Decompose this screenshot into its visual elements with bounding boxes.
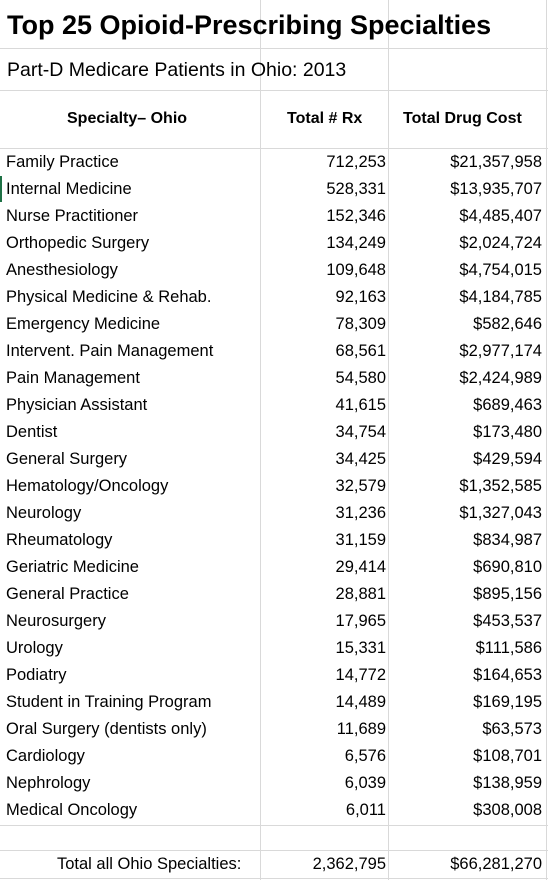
specialty-cell: Family Practice bbox=[6, 153, 119, 171]
specialty-cell: Hematology/Oncology bbox=[6, 477, 169, 495]
total-cost-cell: $453,537 bbox=[473, 612, 542, 630]
total-rx-cell: 712,253 bbox=[326, 153, 386, 171]
total-cost-cell: $689,463 bbox=[473, 396, 542, 414]
table-row bbox=[0, 635, 548, 662]
table-row bbox=[0, 446, 548, 473]
total-cost: $66,281,270 bbox=[450, 855, 542, 873]
specialty-cell: Physical Medicine & Rehab. bbox=[6, 288, 212, 306]
total-cost-cell: $895,156 bbox=[473, 585, 542, 603]
table-row bbox=[0, 743, 548, 770]
specialty-cell: Cardiology bbox=[6, 747, 85, 765]
total-cost-cell: $834,987 bbox=[473, 531, 542, 549]
total-cost-cell: $1,352,585 bbox=[459, 477, 542, 495]
total-cost-cell: $169,195 bbox=[473, 693, 542, 711]
specialty-cell: Neurology bbox=[6, 504, 82, 522]
total-rx-cell: 31,236 bbox=[335, 504, 386, 522]
total-cost-cell: $2,977,174 bbox=[459, 342, 542, 360]
total-rx-cell: 11,689 bbox=[336, 720, 386, 738]
specialty-cell: Internal Medicine bbox=[6, 180, 132, 198]
total-rx-cell: 14,489 bbox=[335, 693, 386, 711]
total-cost-cell: $690,810 bbox=[473, 558, 542, 576]
header-total-cost: Total Drug Cost bbox=[403, 110, 522, 127]
header-specialty: Specialty– Ohio bbox=[67, 110, 188, 127]
total-rx-cell: 92,163 bbox=[335, 288, 386, 306]
data-rows bbox=[0, 149, 548, 824]
total-rx-cell: 152,346 bbox=[326, 207, 386, 225]
total-rx-cell: 15,331 bbox=[335, 639, 386, 657]
total-cost-cell: $308,008 bbox=[473, 801, 542, 819]
total-cost-cell: $2,024,724 bbox=[459, 234, 542, 252]
specialty-cell: Neurosurgery bbox=[6, 612, 106, 630]
table-row bbox=[0, 716, 548, 743]
table-row bbox=[0, 473, 548, 500]
total-rx-cell: 32,579 bbox=[335, 477, 386, 495]
total-cost-cell: $4,754,015 bbox=[459, 261, 542, 279]
total-cost-cell: $4,485,407 bbox=[459, 207, 542, 225]
row-divider bbox=[0, 48, 548, 49]
total-cost-cell: $4,184,785 bbox=[459, 288, 542, 306]
table-row bbox=[0, 419, 548, 446]
specialty-cell: Geriatric Medicine bbox=[6, 558, 139, 576]
total-cost-cell: $111,586 bbox=[475, 639, 542, 657]
specialty-cell: Student in Training Program bbox=[6, 693, 212, 711]
specialty-cell: Dentist bbox=[6, 423, 58, 441]
total-rx-cell: 17,965 bbox=[335, 612, 386, 630]
specialty-cell: Anesthesiology bbox=[6, 261, 118, 279]
specialty-cell: Urology bbox=[6, 639, 63, 657]
table-row bbox=[0, 203, 548, 230]
specialty-cell: Orthopedic Surgery bbox=[6, 234, 150, 252]
total-cost-cell: $173,480 bbox=[473, 423, 542, 441]
total-cost-cell: $63,573 bbox=[482, 720, 542, 738]
total-rx-cell: 109,648 bbox=[326, 261, 386, 279]
total-rx-cell: 34,425 bbox=[335, 450, 386, 468]
table-row bbox=[0, 797, 548, 824]
table-row bbox=[0, 581, 548, 608]
total-rx-cell: 31,159 bbox=[335, 531, 386, 549]
specialty-cell: General Surgery bbox=[6, 450, 128, 468]
total-cost-cell: $108,701 bbox=[473, 747, 542, 765]
table-row bbox=[0, 500, 548, 527]
header-total-rx: Total # Rx bbox=[287, 110, 363, 127]
total-cost-cell: $1,327,043 bbox=[459, 504, 542, 522]
specialty-cell: Nurse Practitioner bbox=[6, 207, 139, 225]
total-cost-cell: $13,935,707 bbox=[450, 180, 542, 198]
row-divider bbox=[0, 90, 548, 91]
total-cost-cell: $582,646 bbox=[473, 315, 542, 333]
specialty-cell: Physician Assistant bbox=[6, 396, 148, 414]
specialty-cell: Rheumatology bbox=[6, 531, 113, 549]
total-rx-cell: 134,249 bbox=[326, 234, 386, 252]
table-row bbox=[0, 338, 548, 365]
specialty-cell: Podiatry bbox=[6, 666, 67, 684]
row-divider bbox=[0, 878, 548, 879]
sheet-subtitle: Part-D Medicare Patients in Ohio: 2013 bbox=[7, 59, 347, 81]
total-rx: 2,362,795 bbox=[312, 855, 386, 873]
table-row bbox=[0, 662, 548, 689]
row-divider bbox=[0, 825, 548, 826]
specialty-cell: General Practice bbox=[6, 585, 129, 603]
specialty-cell: Oral Surgery (dentists only) bbox=[6, 720, 207, 738]
table-row bbox=[0, 230, 548, 257]
total-cost-cell: $21,357,958 bbox=[450, 153, 542, 171]
specialty-cell: Nephrology bbox=[6, 774, 91, 792]
total-rx-cell: 28,881 bbox=[335, 585, 386, 603]
specialty-cell: Intervent. Pain Management bbox=[6, 342, 214, 360]
table-row bbox=[0, 689, 548, 716]
total-rx-cell: 6,576 bbox=[344, 747, 386, 765]
total-cost-cell: $138,959 bbox=[473, 774, 542, 792]
table-row bbox=[0, 392, 548, 419]
table-row bbox=[0, 311, 548, 338]
total-rx-cell: 29,414 bbox=[335, 558, 386, 576]
table-row bbox=[0, 554, 548, 581]
total-rx-cell: 6,011 bbox=[345, 801, 386, 819]
total-cost-cell: $429,594 bbox=[473, 450, 542, 468]
total-rx-cell: 78,309 bbox=[335, 315, 386, 333]
total-rx-cell: 6,039 bbox=[344, 774, 386, 792]
table-row bbox=[0, 608, 548, 635]
total-cost-cell: $164,653 bbox=[473, 666, 542, 684]
total-rx-cell: 528,331 bbox=[326, 180, 386, 198]
table-row bbox=[0, 284, 548, 311]
specialty-cell: Medical Oncology bbox=[6, 801, 138, 819]
table-row bbox=[0, 527, 548, 554]
specialty-cell: Pain Management bbox=[6, 369, 140, 387]
total-cost-cell: $2,424,989 bbox=[459, 369, 542, 387]
table-row bbox=[0, 365, 548, 392]
table-row bbox=[0, 770, 548, 797]
table-row bbox=[0, 176, 548, 203]
table-row bbox=[0, 149, 548, 176]
specialty-cell: Emergency Medicine bbox=[6, 315, 161, 333]
sheet-title: Top 25 Opioid-Prescribing Specialties bbox=[7, 10, 492, 40]
total-label: Total all Ohio Specialties: bbox=[57, 855, 242, 873]
total-rx-cell: 68,561 bbox=[335, 342, 386, 360]
total-rx-cell: 14,772 bbox=[335, 666, 386, 684]
table-row bbox=[0, 257, 548, 284]
total-rx-cell: 54,580 bbox=[335, 369, 386, 387]
total-rx-cell: 34,754 bbox=[335, 423, 386, 441]
total-rx-cell: 41,615 bbox=[335, 396, 386, 414]
